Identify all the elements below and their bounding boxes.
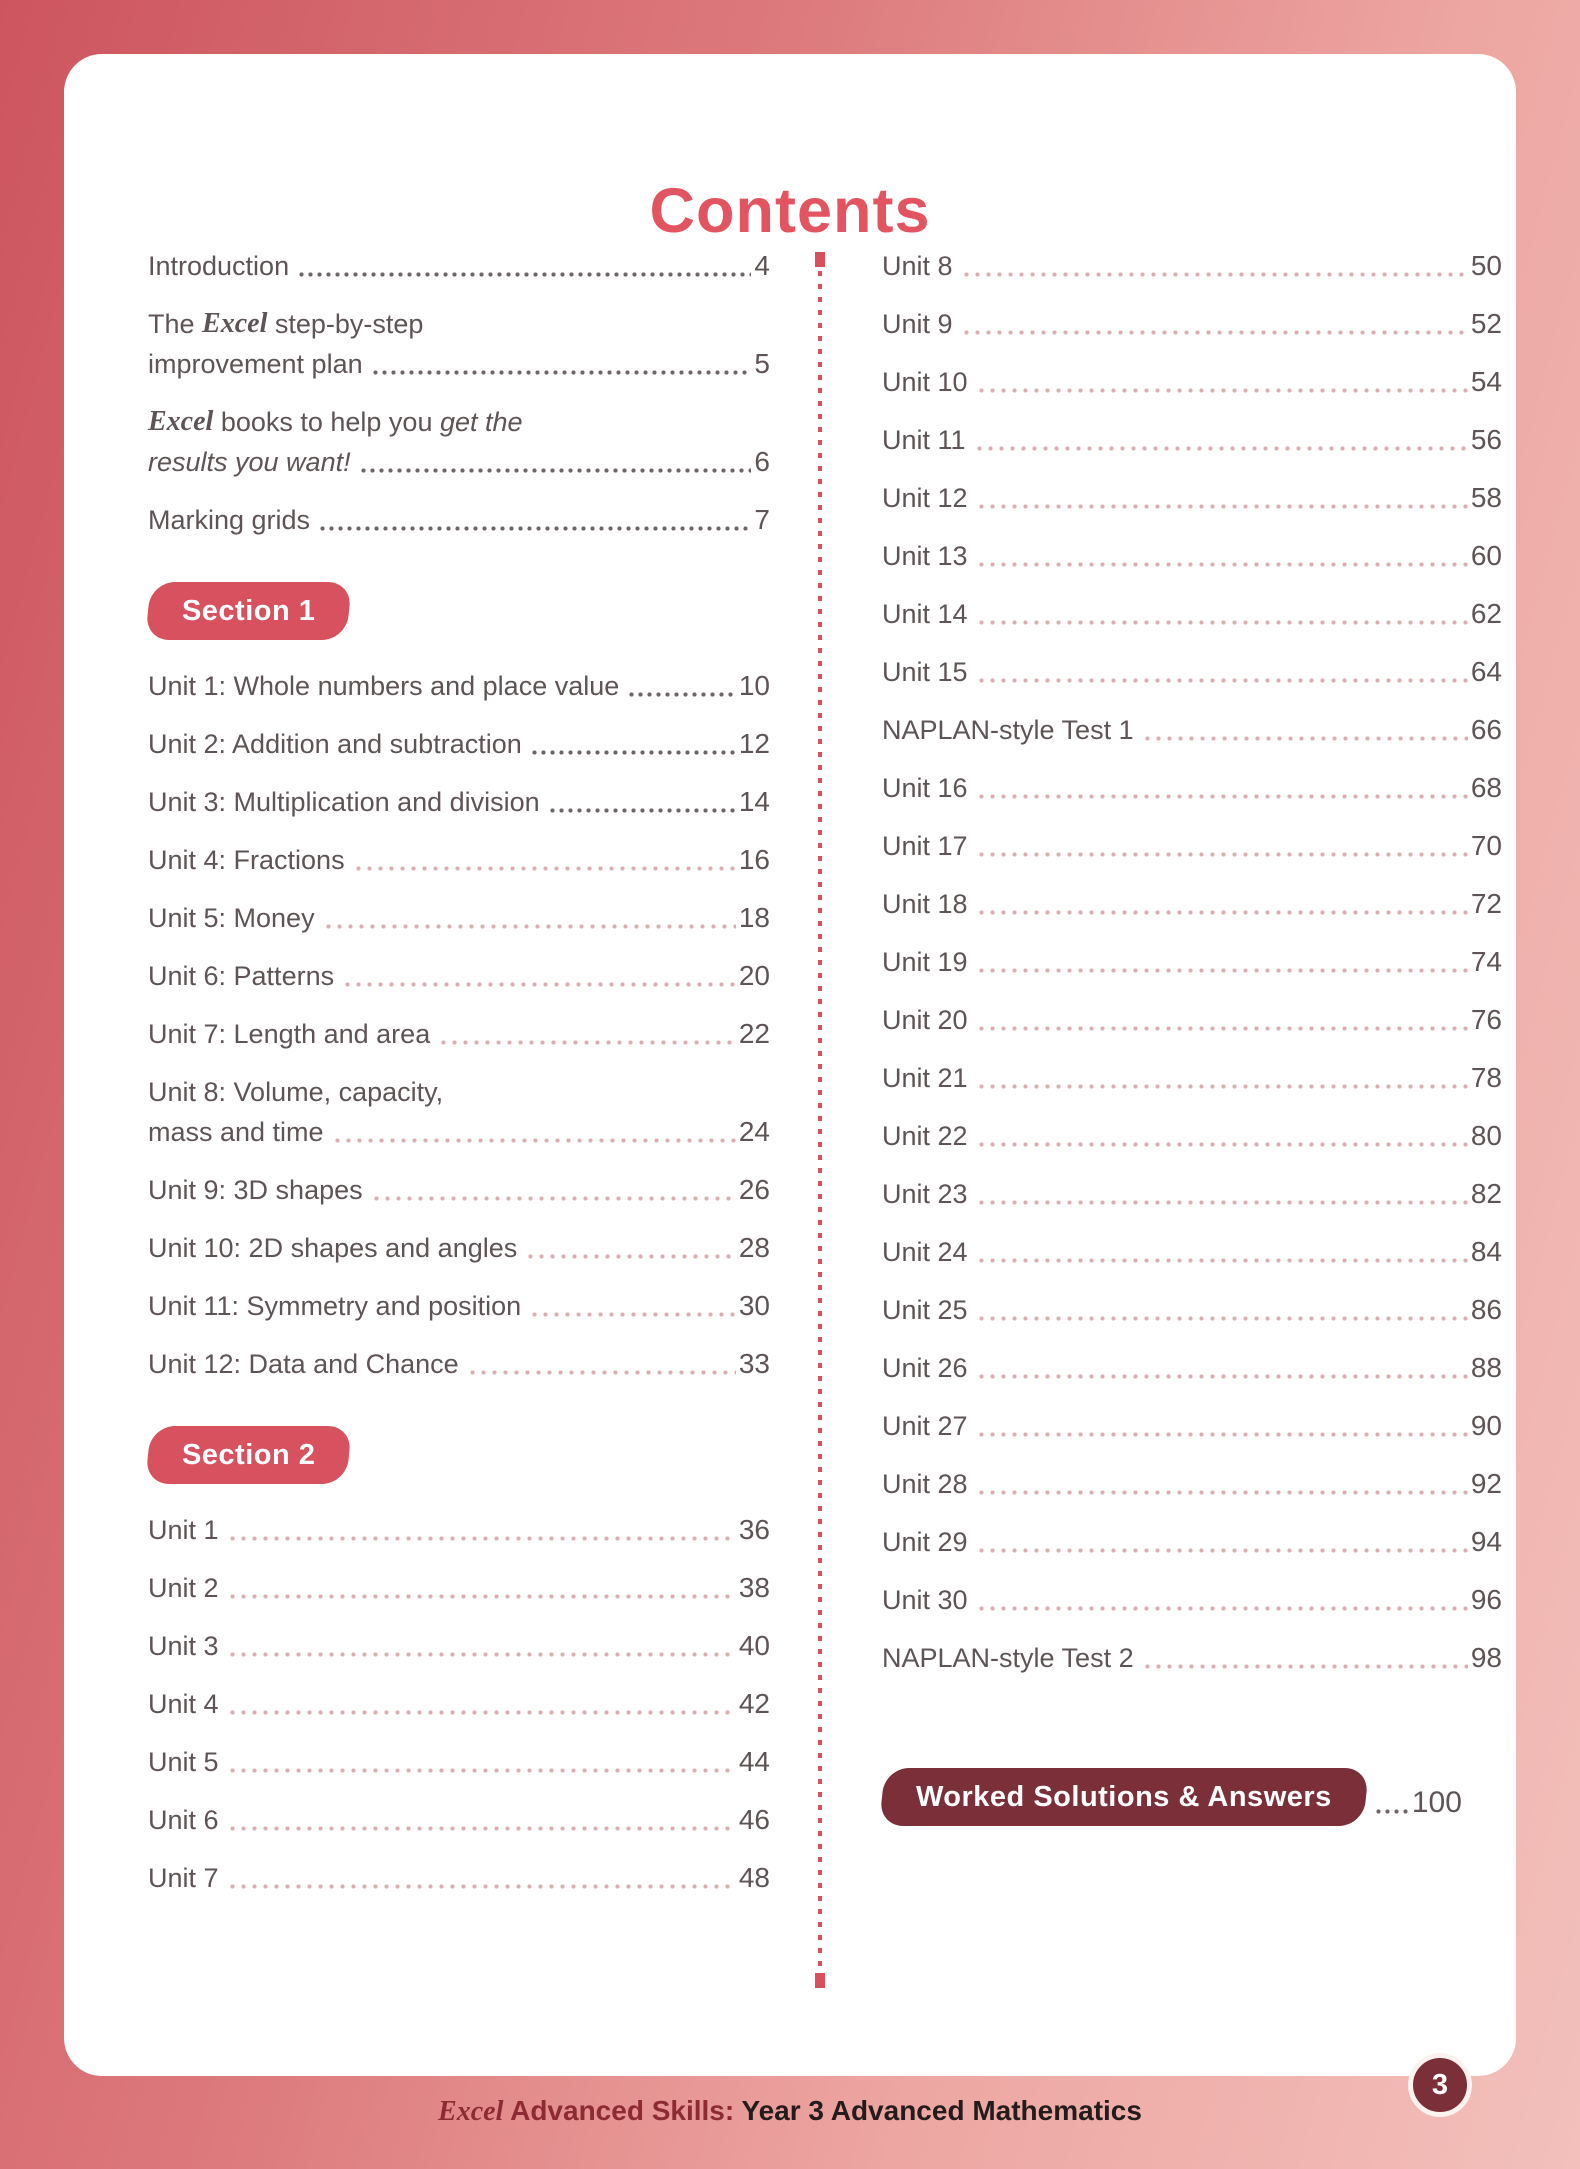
toc-entry (882, 1580, 1502, 1620)
page-number: 26 (738, 1174, 770, 1205)
toc-entry (882, 1000, 1502, 1040)
toc-entry-line (148, 344, 770, 384)
page-number: 46 (738, 1804, 770, 1835)
toc-entry-line (148, 840, 770, 880)
dot-leader (976, 678, 1468, 683)
page-number: 36 (738, 1514, 770, 1545)
toc-entry (882, 246, 1502, 286)
page-number: 82 (1470, 1178, 1502, 1209)
toc-entry-line (882, 362, 1502, 402)
toc-entry (882, 420, 1502, 460)
page-number: 54 (1470, 366, 1502, 397)
toc-entry-line (882, 1116, 1502, 1156)
badge-label: Worked Solutions & Answers (915, 1781, 1332, 1813)
toc-entry-line (882, 1348, 1502, 1388)
page-number: 50 (1470, 250, 1502, 281)
dot-leader (976, 1142, 1468, 1147)
toc-entry (882, 652, 1502, 692)
entry-text: Unit 10 (882, 367, 968, 397)
dot-leader (976, 1490, 1468, 1495)
toc-entry (882, 942, 1502, 982)
toc-column-right (882, 246, 1502, 1826)
dot-leader (227, 1884, 736, 1889)
toc-entry (148, 1800, 770, 1840)
dot-leader (467, 1370, 736, 1375)
toc-entry-line (882, 1406, 1502, 1446)
toc-entry-line (882, 1000, 1502, 1040)
page-number: 94 (1470, 1526, 1502, 1557)
page-number: 18 (738, 902, 770, 933)
toc-entry (148, 246, 770, 286)
section-badge (145, 1426, 353, 1484)
page-number: 90 (1470, 1410, 1502, 1441)
toc-entry-line (882, 536, 1502, 576)
dot-leader (548, 808, 736, 813)
entry-text: Unit 2: Addition and subtraction (148, 729, 522, 759)
toc-entry-line (882, 594, 1502, 634)
dot-leader (353, 866, 736, 871)
dot-leader (976, 1258, 1468, 1263)
page-number: 33 (738, 1348, 770, 1379)
entry-text: Unit 12: Data and Chance (148, 1349, 459, 1379)
dot-leader (1142, 736, 1468, 741)
entry-text: Unit 26 (882, 1353, 968, 1383)
section-badge-row (148, 1426, 770, 1484)
toc-entry (148, 1286, 770, 1326)
dot-leader (318, 526, 751, 531)
dot-leader (976, 852, 1468, 857)
entry-text: Unit 3: Multiplication and division (148, 787, 540, 817)
toc-entry (148, 1858, 770, 1898)
toc-entry-line (148, 246, 770, 286)
toc-column-left (148, 246, 770, 1916)
toc-entry (882, 826, 1502, 866)
entry-text: Unit 1: Whole numbers and place value (148, 671, 620, 701)
toc-entry (148, 1344, 770, 1384)
entry-text: Unit 3 (148, 1631, 219, 1661)
toc-entry-line (148, 782, 770, 822)
dot-leader (976, 1026, 1468, 1031)
toc-entry (148, 898, 770, 938)
page-number: 70 (1470, 830, 1502, 861)
dot-leader (332, 1138, 736, 1143)
entry-text: Unit 15 (882, 657, 968, 687)
page-number: 40 (738, 1630, 770, 1661)
page-number: 56 (1470, 424, 1502, 455)
entry-text: Unit 12 (882, 483, 968, 513)
toc-entry (882, 884, 1502, 924)
page-number: 74 (1470, 946, 1502, 977)
page-number: 24 (738, 1116, 770, 1147)
toc-entry-line (148, 304, 770, 344)
toc-entry-line (882, 710, 1502, 750)
page-number: 66 (1470, 714, 1502, 745)
entry-text: Unit 21 (882, 1063, 968, 1093)
footer-brand-italic: Excel (438, 2096, 504, 2127)
dot-leader (227, 1710, 736, 1715)
page-number: 84 (1470, 1236, 1502, 1267)
toc-entry (148, 1510, 770, 1550)
page-number: 52 (1470, 308, 1502, 339)
toc-entry (882, 1348, 1502, 1388)
page-number: 80 (1470, 1120, 1502, 1151)
page-number: 92 (1470, 1468, 1502, 1499)
page-number: 88 (1470, 1352, 1502, 1383)
toc-entry-line (882, 1232, 1502, 1272)
worked-solutions-badge (879, 1768, 1369, 1826)
entry-text: Unit 16 (882, 773, 968, 803)
entry-text: Unit 8: Volume, capacity, (148, 1077, 444, 1107)
toc-entry-line (882, 1580, 1502, 1620)
toc-entry-line (882, 304, 1502, 344)
page-number: 68 (1470, 772, 1502, 803)
entry-text: Unit 2 (148, 1573, 219, 1603)
toc-entry-line (882, 1058, 1502, 1098)
toc-entry-line (148, 1286, 770, 1326)
toc-entry (882, 1638, 1502, 1678)
toc-entry (882, 1464, 1502, 1504)
entry-text: Unit 20 (882, 1005, 968, 1035)
page-number: 5 (754, 348, 770, 379)
page-number-badge: 3 (1408, 2053, 1472, 2117)
entry-text: step-by-step (267, 309, 424, 339)
entry-text: Marking grids (148, 505, 311, 535)
toc-entry (882, 1522, 1502, 1562)
toc-entry-line (148, 1626, 770, 1666)
entry-text: Unit 19 (882, 947, 968, 977)
page-number: 38 (738, 1572, 770, 1603)
dot-leader (1374, 1809, 1410, 1814)
toc-entry-line (148, 1112, 770, 1152)
entry-text: Unit 5: Money (148, 903, 315, 933)
toc-entry-line (882, 942, 1502, 982)
entry-text: Unit 24 (882, 1237, 968, 1267)
entry-text: Unit 30 (882, 1585, 968, 1615)
entry-text: Unit 7: Length and area (148, 1019, 431, 1049)
entry-text: Unit 17 (882, 831, 968, 861)
dot-leader (1142, 1664, 1468, 1669)
dot-leader (976, 562, 1468, 567)
dot-leader (976, 1432, 1468, 1437)
toc-entry-line (148, 1568, 770, 1608)
dot-leader (371, 370, 752, 375)
entry-text: Unit 22 (882, 1121, 968, 1151)
entry-text: Unit 27 (882, 1411, 968, 1441)
toc-entry-line (882, 1638, 1502, 1678)
entry-text: Unit 29 (882, 1527, 968, 1557)
section-badge (145, 582, 353, 640)
page-number: 100 (1411, 1786, 1462, 1819)
page-number: 60 (1470, 540, 1502, 571)
dot-leader (976, 968, 1468, 973)
toc-entry (882, 362, 1502, 402)
toc-entry (882, 594, 1502, 634)
dot-leader (976, 504, 1468, 509)
page-number: 14 (738, 786, 770, 817)
toc-entry-line (148, 1344, 770, 1384)
page-number: 4 (754, 250, 770, 281)
toc-entry (882, 1232, 1502, 1272)
page-number: 72 (1470, 888, 1502, 919)
toc-entry (882, 768, 1502, 808)
dot-leader (227, 1768, 736, 1773)
toc-entry-line (148, 1014, 770, 1054)
dot-leader (976, 1316, 1468, 1321)
footer-book-title: Year 3 Advanced Mathematics (741, 2095, 1142, 2126)
entry-text: Unit 10: 2D shapes and angles (148, 1233, 518, 1263)
toc-entry (148, 1568, 770, 1608)
toc-entry (882, 1116, 1502, 1156)
toc-entry-line (882, 768, 1502, 808)
toc-entry-line (882, 1522, 1502, 1562)
page-number: 86 (1470, 1294, 1502, 1325)
entry-text: Unit 13 (882, 541, 968, 571)
dot-leader (438, 1040, 736, 1045)
entry-text: Unit 9: 3D shapes (148, 1175, 363, 1205)
entry-text: books to help you (213, 407, 440, 437)
page-number: 96 (1470, 1584, 1502, 1615)
page-number: 22 (738, 1018, 770, 1049)
toc-entry (148, 840, 770, 880)
page-number: 42 (738, 1688, 770, 1719)
toc-entry-line (882, 826, 1502, 866)
toc-entry-line (148, 1072, 770, 1112)
dot-leader (530, 750, 736, 755)
toc-entry (148, 782, 770, 822)
page-number: 12 (738, 728, 770, 759)
page-number: 7 (754, 504, 770, 535)
toc-entry-line (882, 1464, 1502, 1504)
toc-entry-line (148, 724, 770, 764)
toc-entry-line (148, 500, 770, 540)
entry-text: Unit 6: Patterns (148, 961, 335, 991)
entry-text: Unit 11: Symmetry and position (148, 1291, 522, 1321)
dot-leader (297, 272, 751, 277)
dot-leader (976, 1084, 1468, 1089)
toc-entry (148, 1684, 770, 1724)
entry-text: Excel (148, 406, 214, 437)
entry-text: Excel (202, 308, 268, 339)
content-card (64, 54, 1516, 2076)
dot-leader (976, 388, 1468, 393)
badge-label: Section 1 (181, 595, 316, 627)
entry-text: Unit 23 (882, 1179, 968, 1209)
entry-text: Unit 8 (882, 251, 953, 281)
footer-brand-rest: Advanced Skills: (503, 2095, 742, 2126)
page-number: 28 (738, 1232, 770, 1263)
dot-leader (976, 1200, 1468, 1205)
dot-leader (342, 982, 736, 987)
toc-entry (148, 1742, 770, 1782)
section-badge-row (148, 582, 770, 640)
badge-label: Section 2 (181, 1439, 316, 1471)
toc-entry-line (882, 1290, 1502, 1330)
toc-entry-line (148, 1684, 770, 1724)
toc-entry-line (148, 666, 770, 706)
toc-entry (148, 724, 770, 764)
toc-entry-line (882, 1174, 1502, 1214)
dot-leader (227, 1652, 736, 1657)
toc-entry (882, 1174, 1502, 1214)
entry-text: get the (439, 407, 523, 437)
entry-text: Unit 4 (148, 1689, 219, 1719)
toc-entry-line (148, 1800, 770, 1840)
toc-entry-line (148, 1228, 770, 1268)
toc-entry-line (882, 478, 1502, 518)
entry-text: NAPLAN-style Test 2 (882, 1643, 1134, 1673)
page-number: 30 (738, 1290, 770, 1321)
toc-entry-line (148, 898, 770, 938)
entry-text: Unit 14 (882, 599, 968, 629)
toc-entry-line (148, 1510, 770, 1550)
dot-leader (961, 330, 1468, 335)
toc-entry (148, 1228, 770, 1268)
entry-text: Unit 18 (882, 889, 968, 919)
toc-entry (148, 956, 770, 996)
entry-text: Unit 11 (882, 425, 966, 455)
page-number: 76 (1470, 1004, 1502, 1035)
page-number: 44 (738, 1746, 770, 1777)
dot-leader (227, 1826, 736, 1831)
page-number: 10 (738, 670, 770, 701)
toc-entry-line (148, 956, 770, 996)
toc-entry-line (148, 442, 770, 482)
entry-text: Unit 4: Fractions (148, 845, 345, 875)
entry-text: Unit 25 (882, 1295, 968, 1325)
toc-entry (148, 402, 770, 482)
page-number: 64 (1470, 656, 1502, 687)
toc-entry (148, 1072, 770, 1152)
entry-text: NAPLAN-style Test 1 (882, 715, 1134, 745)
page-number: 48 (738, 1862, 770, 1893)
toc-entry (882, 710, 1502, 750)
page-number: 62 (1470, 598, 1502, 629)
dot-leader (976, 1606, 1468, 1611)
toc-entry-line (148, 1170, 770, 1210)
dot-leader (976, 910, 1468, 915)
dot-leader (627, 692, 736, 697)
toc-entry-line (148, 1742, 770, 1782)
dot-leader (976, 794, 1468, 799)
dot-leader (976, 1548, 1468, 1553)
toc-entry-line (882, 652, 1502, 692)
toc-entry-line (148, 402, 770, 442)
entry-text: results you want! (148, 447, 351, 477)
page-title: Contents (649, 176, 931, 246)
toc-entry (148, 666, 770, 706)
entry-text: Unit 6 (148, 1805, 219, 1835)
dot-leader (227, 1594, 736, 1599)
dot-leader (359, 468, 752, 473)
toc-entry (882, 536, 1502, 576)
toc-entry (882, 478, 1502, 518)
footer (0, 2096, 1580, 2127)
toc-entry-line (882, 884, 1502, 924)
page-number: 6 (754, 446, 770, 477)
toc-entry (148, 1014, 770, 1054)
dot-leader (529, 1312, 736, 1317)
entry-text: mass and time (148, 1117, 324, 1147)
toc-entry (148, 500, 770, 540)
page-number: 58 (1470, 482, 1502, 513)
toc-entry-line (882, 246, 1502, 286)
entry-text: Unit 7 (148, 1863, 219, 1893)
page-number: 16 (738, 844, 770, 875)
page-number: 98 (1470, 1642, 1502, 1673)
dot-leader (961, 272, 1468, 277)
entry-text: Unit 9 (882, 309, 953, 339)
entry-text: Introduction (148, 251, 290, 281)
entry-text: improvement plan (148, 349, 363, 379)
dot-leader (976, 620, 1468, 625)
page-number: 78 (1470, 1062, 1502, 1093)
toc-entry-line (882, 420, 1502, 460)
toc-entry-line (148, 1858, 770, 1898)
dot-leader (974, 446, 1468, 451)
dot-leader (227, 1536, 736, 1541)
dot-leader (323, 924, 736, 929)
worked-solutions-row (882, 1768, 1502, 1826)
toc-entry (882, 1058, 1502, 1098)
toc-entry (148, 304, 770, 384)
toc-entry (148, 1626, 770, 1666)
column-divider (818, 258, 822, 1982)
entry-text: Unit 5 (148, 1747, 219, 1777)
dot-leader (371, 1196, 736, 1201)
toc-entry (148, 1170, 770, 1210)
toc-entry (882, 1290, 1502, 1330)
dot-leader (976, 1374, 1468, 1379)
toc-entry (882, 1406, 1502, 1446)
entry-text: Unit 1 (148, 1515, 219, 1545)
dot-leader (525, 1254, 736, 1259)
entry-text: Unit 28 (882, 1469, 968, 1499)
toc-entry (882, 304, 1502, 344)
entry-text: The (148, 309, 203, 339)
page-number: 20 (738, 960, 770, 991)
